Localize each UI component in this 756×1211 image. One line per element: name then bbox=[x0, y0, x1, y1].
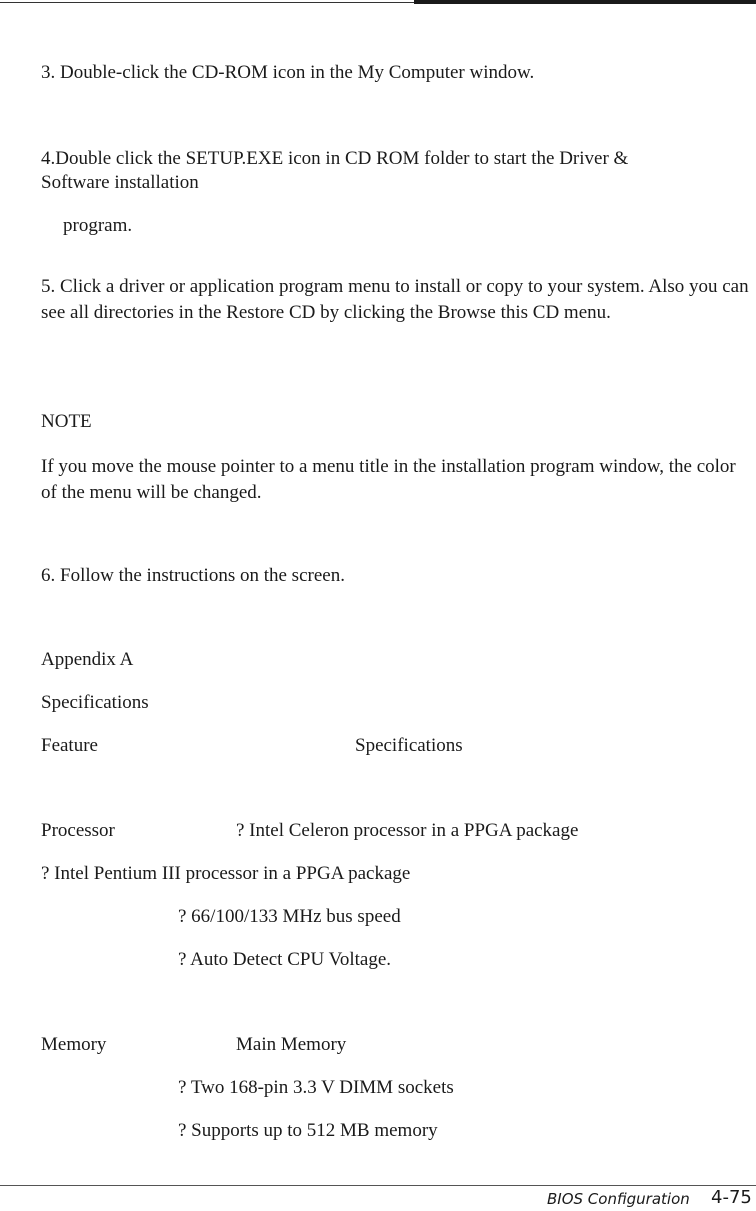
column-header-specifications: Specifications bbox=[355, 735, 463, 756]
processor-spec-item: ? Intel Pentium III processor in a PPGA package bbox=[41, 863, 411, 884]
step-4-line-2: Software installation bbox=[41, 172, 199, 193]
memory-spec-item: ? Supports up to 512 MB memory bbox=[178, 1120, 438, 1141]
step-4-line-3: program. bbox=[63, 215, 133, 236]
processor-spec-item: ? 66/100/133 MHz bus speed bbox=[178, 906, 401, 927]
footer-rule bbox=[0, 1185, 756, 1186]
step-3-text: 3. Double-click the CD-ROM icon in the My Computer window. bbox=[41, 62, 535, 83]
processor-spec-item: ? Auto Detect CPU Voltage. bbox=[178, 949, 392, 970]
column-header-feature: Feature bbox=[41, 735, 98, 756]
header-rule-thin bbox=[0, 2, 414, 3]
memory-spec-item: ? Two 168-pin 3.3 V DIMM sockets bbox=[178, 1077, 454, 1098]
header-rule-thick bbox=[414, 0, 756, 4]
step-5-text: 5. Click a driver or application program menu to install or copy to your system. Also you can see all directories in the Restore CD by clicking the Browse this CD menu. bbox=[41, 276, 749, 323]
note-body: If you move the mouse pointer to a menu title in the installation program window, the color of the menu will be changed. bbox=[41, 456, 736, 503]
footer-section-title: BIOS Configuration bbox=[547, 1190, 690, 1208]
memory-sub-label: Main Memory bbox=[236, 1034, 347, 1055]
appendix-title: Appendix A bbox=[41, 649, 134, 670]
step-4-line-1: 4.Double click the SETUP.EXE icon in CD ROM folder to start the Driver & bbox=[41, 148, 629, 169]
note-heading: NOTE bbox=[41, 411, 92, 432]
processor-spec-item: ? Intel Celeron processor in a PPGA package bbox=[236, 820, 579, 841]
memory-label: Memory bbox=[41, 1034, 107, 1055]
footer-page-number: 4-75 bbox=[711, 1187, 752, 1208]
appendix-subtitle: Specifications bbox=[41, 692, 149, 713]
step-6-text: 6. Follow the instructions on the screen. bbox=[41, 565, 345, 586]
processor-label: Processor bbox=[41, 820, 115, 841]
